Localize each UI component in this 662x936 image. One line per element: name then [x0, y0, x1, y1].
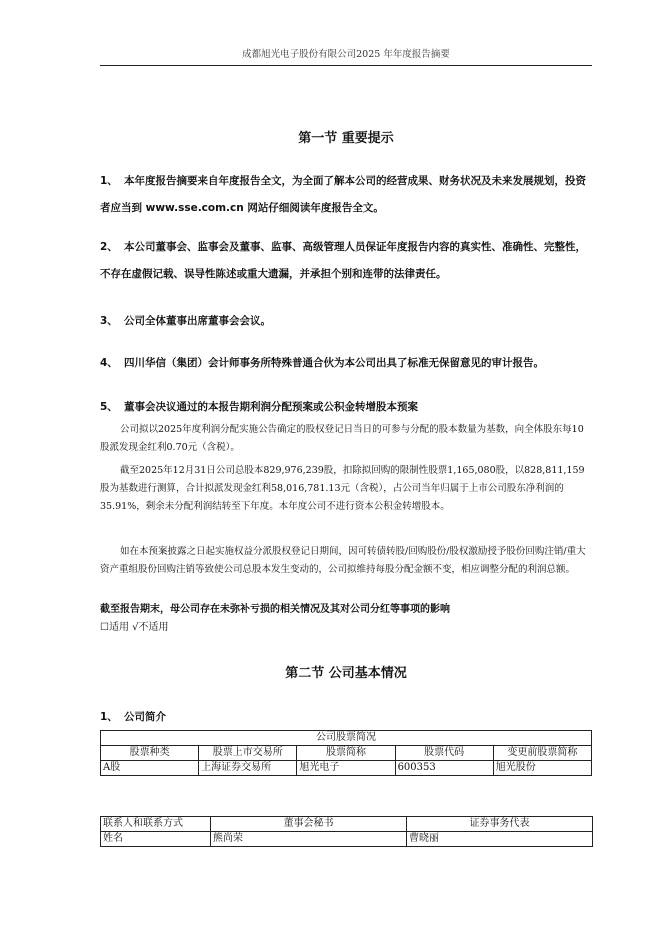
item-text: 公司全体董事出席董事会会议。	[124, 315, 271, 327]
table-header-cell: 证券事务代表	[407, 817, 593, 832]
loss-statement: 截至报告期末，母公司存在未弥补亏损的相关情况及其对公司分红等事项的影响	[100, 604, 450, 615]
item-text: 董事会决议通过的本报告期利润分配预案或公积金转增股本预案	[124, 401, 418, 413]
table-header-row	[101, 817, 593, 832]
section-2-title: 第二节 公司基本情况	[285, 666, 407, 681]
dividend-paragraph-2: 截至2025年12月31日公司总股本829,976,239股，扣除拟回购的限制性股票1,165,080股，以828,811,159股为基数进行测算，合计拟派发现金红利58,016,781.13元（含税），占公司当年归属于上市公司股东净利润的35.91%，剩余未分配利润结转至下年度。本年度公司不进行资本公积金转增股本。	[100, 465, 585, 512]
item-text: 本公司董事会、监事会及董事、监事、高级管理人员保证年度报告内容的真实性、准确性、完整性，不存在虚假记载、误导性陈述或重大遗漏，并承担个别和连带的法律责任。	[100, 241, 586, 280]
table-cell: 曹晓丽	[407, 832, 593, 847]
table-cell: 上海证券交易所	[199, 761, 297, 776]
item-number: 5、	[100, 401, 118, 413]
table-header-cell: 股票代码	[395, 746, 493, 761]
notice-item-1	[100, 168, 592, 222]
item-number: 2、	[100, 241, 118, 253]
table-cell: 旭光电子	[297, 761, 395, 776]
item-number: 1、	[100, 175, 118, 187]
item-text: 四川华信（集团）会计师事务所特殊普通合伙为本公司出具了标准无保留意见的审计报告。	[124, 357, 544, 369]
table-header-cell: 变更前股票简称	[493, 746, 591, 761]
table-header-cell: 股票简称	[297, 746, 395, 761]
item-text: 公司简介	[124, 711, 166, 723]
table-header-cell: 联系人和联系方式	[101, 817, 211, 832]
table-cell: 600353	[395, 761, 493, 776]
table-cell: 旭光股份	[493, 761, 591, 776]
item-number: 3、	[100, 315, 118, 327]
contact-info-table	[100, 816, 593, 847]
stock-info-table	[100, 730, 592, 776]
table-header-cell: 股票上市交易所	[199, 746, 297, 761]
notice-item-2	[100, 234, 592, 288]
dividend-paragraph-3: 如在本预案披露之日起实施权益分派股权登记日期间，因可转债转股/回购股份/股权激励授予股份回购注销/重大资产重组股份回购注销等致使公司总股本发生变动的，公司拟维持每股分配金额不变，相应调整分配的利润总额。	[100, 546, 586, 575]
notice-item-5	[100, 399, 592, 415]
item-number: 4、	[100, 357, 118, 369]
table-header-cell: 董事会秘书	[211, 817, 407, 832]
section-1-title: 第一节 重要提示	[298, 131, 394, 146]
table-cell: A股	[101, 761, 199, 776]
notice-item-3	[100, 308, 592, 335]
table-row	[101, 761, 592, 776]
dividend-paragraph-1: 公司拟以2025年度利润分配实施公告确定的股权登记日当日的可参与分配的股本数量为基数，向全体股东每10股派发现金红利0.70元（含税）。	[100, 424, 584, 453]
table-header-cell: 股票种类	[101, 746, 199, 761]
company-profile-heading	[100, 709, 592, 725]
table-cell: 熊尚荣	[211, 832, 407, 847]
table-cell: 姓名	[101, 832, 211, 847]
item-number: 1、	[100, 711, 118, 723]
item-text: 本年度报告摘要来自年度报告全文，为全面了解本公司的经营成果、财务状况及未来发展规划，投资者应当到 www.sse.com.cn 网站仔细阅读年度报告全文。	[100, 175, 586, 214]
table-row	[101, 832, 593, 847]
notice-item-4	[100, 350, 592, 377]
table-header-row	[101, 746, 592, 761]
applicability-checkbox: ☐适用 √不适用	[100, 622, 169, 633]
stock-table-caption: 公司股票简况	[101, 731, 592, 746]
page-header: 成都旭光电子股份有限公司2025 年年度报告摘要	[100, 46, 592, 66]
